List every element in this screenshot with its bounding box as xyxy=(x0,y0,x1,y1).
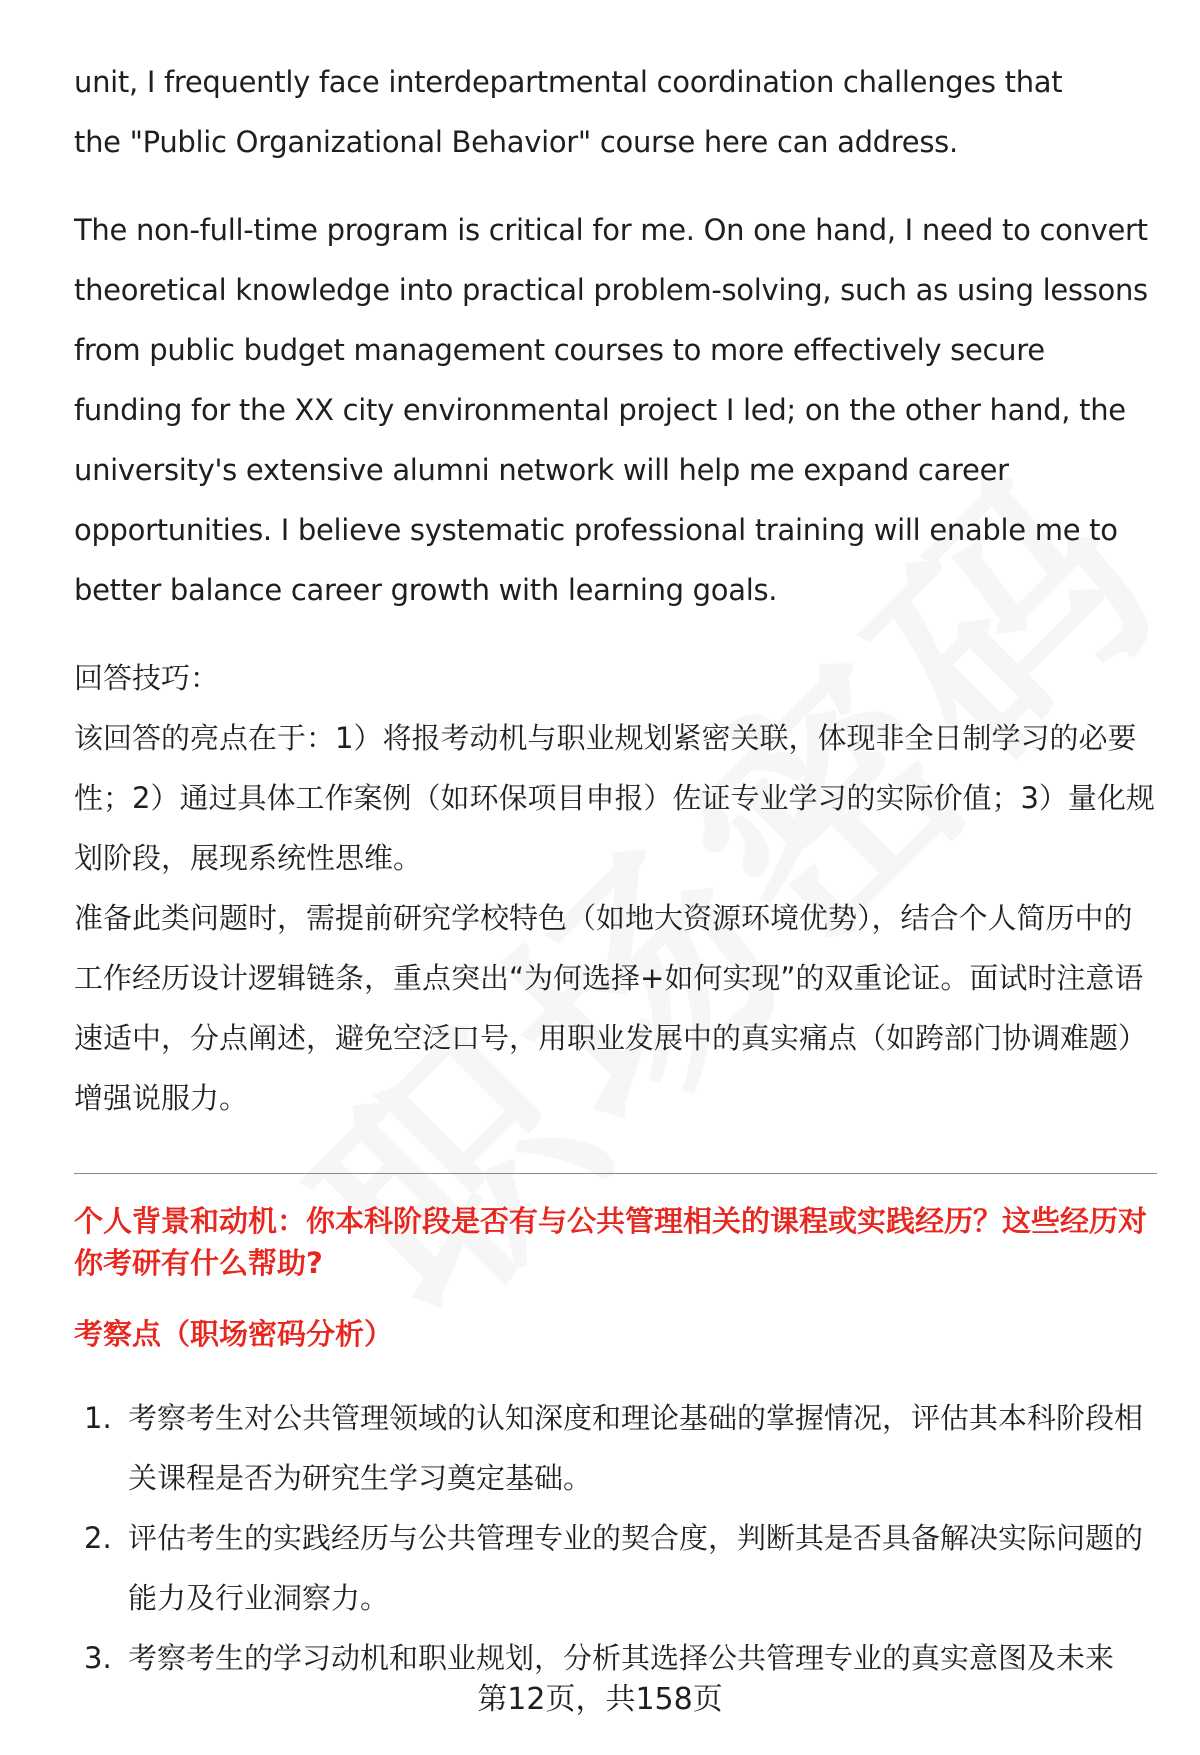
interview-question: 个人背景和动机：你本科阶段是否有与公共管理相关的课程或实践经历？这些经历对你考研有什么帮助? xyxy=(74,1204,1148,1280)
list-item-text: 评估考生的实践经历与公共管理专业的契合度，判断其是否具备解决实际问题的能力及行业洞察力。 xyxy=(128,1521,1144,1615)
list-item xyxy=(74,1388,1159,1508)
page-footer: 第12页，共158页 xyxy=(477,1682,723,1717)
section-divider xyxy=(74,1173,1157,1174)
list-item-text: 考察考生对公共管理领域的认知深度和理论基础的掌握情况，评估其本科阶段相关课程是否为研究生学习奠定基础。 xyxy=(128,1401,1144,1495)
english-paragraph-2: The non-full-time program is critical for me. On one hand, I need to convert theoretical knowledge into practical problem-solving, such as using lessons from public budget management courses to more effectively secure funding for the XX city environmental project I led; on the other hand, the university's extensive alumni network will help me expand career opportunities. I believe systematic professional training will enable me to better balance career growth with learning goals. xyxy=(74,213,1148,607)
tips-paragraph-2: 准备此类问题时，需提前研究学校特色（如地大资源环境优势），结合个人简历中的工作经历设计逻辑链条，重点突出“为何选择+如何实现”的双重论证。面试时注意语速适中，分点阐述，避免空泛口号，用职业发展中的真实痛点（如跨部门协调难题）增强说服力。 xyxy=(74,901,1148,1115)
main-content xyxy=(74,52,1159,1128)
english-paragraph-1: unit, I frequently face interdepartmental coordination challenges that the "Public Organizational Behavior" course here can address. xyxy=(74,65,1063,159)
list-number: 3. xyxy=(84,1641,112,1675)
list-number: 1. xyxy=(84,1401,112,1435)
list-number: 2. xyxy=(84,1521,112,1555)
list-item-text: 考察考生的学习动机和职业规划，分析其选择公共管理专业的真实意图及未来 xyxy=(128,1641,1115,1675)
tips-paragraph-1: 该回答的亮点在于：1）将报考动机与职业规划紧密关联，体现非全日制学习的必要性；2）通过具体工作案例（如环保项目申报）佐证专业学习的实际价值；3）量化规划阶段，展现系统性思维。 xyxy=(74,721,1155,875)
list-item xyxy=(74,1508,1159,1628)
section-title: 考察点（职场密码分析） xyxy=(74,1317,394,1351)
tips-heading: 回答技巧： xyxy=(74,661,220,695)
assessment-points-list xyxy=(74,1388,1159,1688)
list-item xyxy=(74,1628,1159,1688)
